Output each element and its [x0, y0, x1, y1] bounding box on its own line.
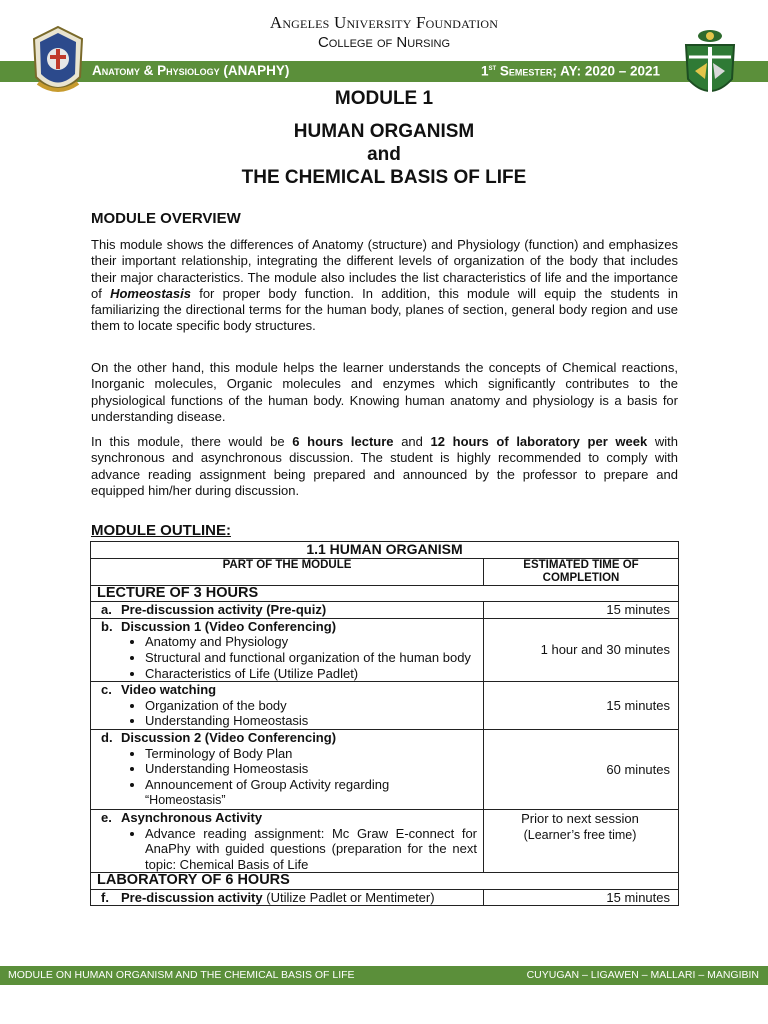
footer-authors: CUYUGAN – LIGAWEN – MALLARI – MANGIBIN	[526, 969, 759, 981]
row-c-letter: c.	[101, 682, 112, 698]
row-c-time: 15 minutes	[484, 682, 679, 730]
semester-suffix: st	[488, 63, 497, 72]
semester-text: Semester; AY: 2020 – 2021	[496, 63, 660, 79]
list-item: • Understanding Homeostasis	[145, 713, 477, 729]
list-item: • Structural and functional organization of the human body	[145, 650, 477, 666]
row-f-label: Pre-discussion activity	[121, 889, 263, 905]
row-f-label-rest: (Utilize Padlet or Mentimeter)	[262, 889, 435, 905]
course-title: Anatomy & Physiology (ANAPHY)	[92, 63, 290, 78]
overview-paragraph-3	[91, 434, 678, 499]
p1-text-a: This module shows the differences of Anatomy (structure) and Physiology (function) and emphasizes their important relationship, integrating the different levels of organization of the body that includes their major characteristics. The module also includes the list characteristics of life and the importance of	[91, 237, 678, 301]
table-row	[91, 618, 679, 681]
p3-text-a: In this module, there would be	[91, 434, 293, 449]
row-f-part	[91, 889, 484, 906]
outline-heading-text: MODULE OUTLINE:	[91, 522, 231, 539]
title-line-1: HUMAN ORGANISM	[293, 121, 475, 142]
overview-heading: MODULE OVERVIEW	[91, 210, 241, 227]
p1-emphasis: Homeostasis	[110, 285, 191, 301]
college-name: College of Nursing	[317, 34, 451, 51]
row-a-part	[91, 602, 484, 619]
overview-paragraph-2: On the other hand, this module helps the learner understands the concepts of Chemical reactions, Inorganic molecules, Organic molecules and enzymes which significantly contributes to the physiological functions of the human body. Knowing human anatomy and physiology is a basis for understanding disease.	[91, 360, 678, 424]
row-e-letter: e.	[101, 809, 112, 825]
course-band	[0, 61, 768, 82]
row-b-part	[91, 618, 484, 681]
list-item: • Advance reading assignment: Mc Graw E-connect for AnaPhy with guided questions (preparation for the next topic: Chemical Basis of Life	[145, 826, 477, 873]
row-b-time: 1 hour and 30 minutes	[484, 618, 679, 681]
p1-text-b: for proper body function. In addition, this module will equip the students in familiarizing the directional terms for the human body, planes of section, general body region and use them to locate specific body structures.	[91, 285, 678, 334]
table-row	[91, 682, 679, 730]
list-item: • Anatomy and Physiology	[145, 634, 477, 650]
row-c-part	[91, 682, 484, 730]
footer-left-text: MODULE ON HUMAN ORGANISM AND THE CHEMICAL BASIS OF LIFE	[8, 969, 355, 981]
section-title-lecture: LECTURE OF 3 HOURS	[91, 585, 679, 602]
p3-text-d: with synchronous and asynchronous discussion. The student is highly recommended to comply with advance reading assignment being prepared and announced by the professor to prepare and equipped him/her during discussion.	[91, 434, 678, 498]
row-e-label: Asynchronous Activity	[121, 809, 263, 825]
list-item	[145, 777, 477, 809]
list-item: • Organization of the body	[145, 698, 477, 714]
table-row	[91, 729, 679, 809]
row-a-time: 15 minutes	[484, 602, 679, 619]
list-item: • Terminology of Body Plan	[145, 746, 477, 762]
row-f-letter: f.	[101, 889, 109, 905]
list-item: • Understanding Homeostasis	[145, 761, 477, 777]
row-c-label: Video watching	[121, 682, 217, 698]
semester-number: 1	[480, 63, 489, 79]
bullet-subtext: “Homeostasis”	[145, 793, 226, 808]
table-row	[91, 809, 679, 872]
overview-paragraph-1	[91, 237, 678, 335]
page-footer	[0, 966, 768, 985]
outline-heading	[91, 522, 231, 539]
title-line-2: and	[367, 144, 401, 165]
list-item: • Characteristics of Life (Utilize Padlet)	[145, 666, 477, 682]
row-f-time: 15 minutes	[484, 889, 679, 906]
row-b-letter: b.	[101, 618, 113, 634]
section-row-laboratory	[91, 873, 679, 890]
bullet-text: Announcement of Group Activity regarding	[145, 776, 390, 792]
row-a-label: Pre-discussion activity (Pre-quiz)	[121, 602, 327, 618]
p3-lab-hours: 12 hours of laboratory per week	[430, 434, 648, 449]
row-d-letter: d.	[101, 729, 113, 745]
row-e-part	[91, 809, 484, 872]
table-caption-row	[91, 542, 679, 559]
row-d-part	[91, 729, 484, 809]
semester-label	[481, 63, 660, 79]
row-e-time-main: Prior to next session	[521, 810, 639, 826]
p3-text-c: and	[393, 434, 431, 449]
row-d-time: 60 minutes	[484, 729, 679, 809]
module-outline-table	[90, 541, 679, 906]
col-header-part: PART OF THE MODULE	[91, 558, 484, 585]
p3-lecture-hours: 6 hours lecture	[292, 434, 394, 449]
row-e-time-sub: (Learner’s free time)	[523, 827, 637, 842]
row-e-time	[484, 809, 679, 872]
table-row	[91, 602, 679, 619]
section-row-lecture	[91, 585, 679, 602]
title-line-3: THE CHEMICAL BASIS OF LIFE	[241, 167, 527, 188]
table-caption: 1.1 HUMAN ORGANISM	[91, 542, 679, 559]
row-d-label: Discussion 2 (Video Conferencing)	[121, 729, 337, 745]
table-header-row	[91, 558, 679, 585]
university-name: Angeles University Foundation	[269, 13, 499, 32]
section-title-laboratory: LABORATORY OF 6 HOURS	[91, 873, 679, 890]
col-header-time: ESTIMATED TIME OF COMPLETION	[484, 558, 679, 585]
module-number: MODULE 1	[334, 88, 434, 109]
row-a-letter: a.	[101, 602, 112, 618]
table-row	[91, 889, 679, 906]
row-b-label: Discussion 1 (Video Conferencing)	[121, 618, 337, 634]
